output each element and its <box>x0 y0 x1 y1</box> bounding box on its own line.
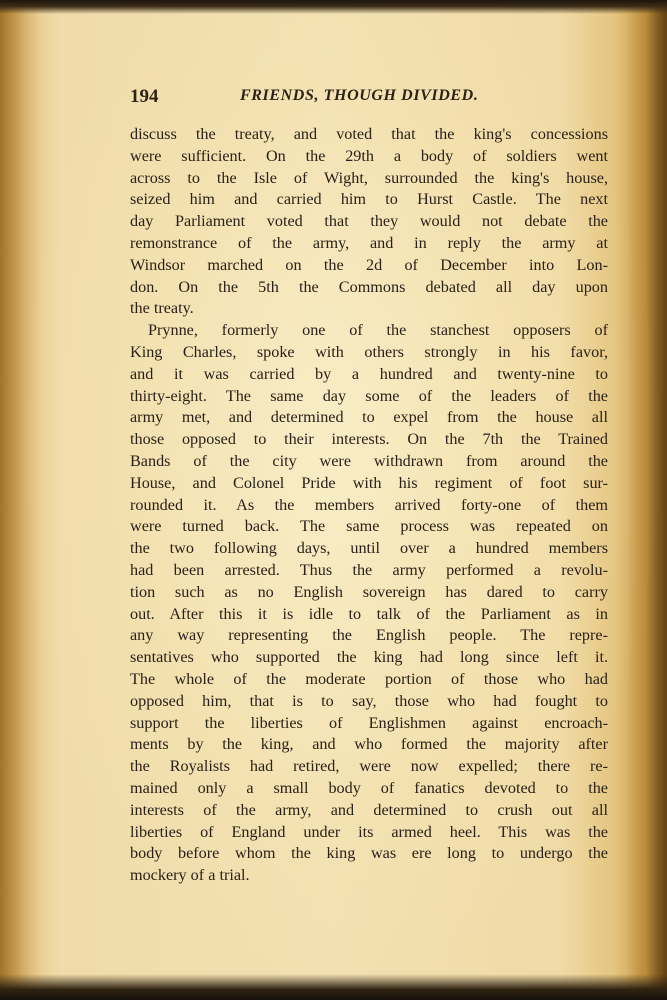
text-line: the treaty. <box>130 299 194 318</box>
text-line: army met, and determined to expel from the house all <box>130 408 608 427</box>
page-number: 194 <box>130 86 159 107</box>
paragraph <box>130 124 608 320</box>
text-line: any way representing the English people. The repre- <box>130 626 608 645</box>
text-line: remonstrance of the army, and in reply the army at <box>130 233 608 252</box>
page-bottom-edge <box>0 974 667 1000</box>
text-line: The whole of the moderate portion of those who had <box>130 669 608 688</box>
text-line: sentatives who supported the king had long since left it. <box>130 648 608 667</box>
text-line: Bands of the city were withdrawn from around the <box>130 451 608 470</box>
text-line: and it was carried by a hundred and twenty-nine to <box>130 364 608 383</box>
text-line: Prynne, formerly one of the stanchest opposers of <box>148 321 608 340</box>
text-line: were sufficient. On the 29th a body of soldiers went <box>130 146 608 165</box>
text-line: discuss the treaty, and voted that the king's concessions <box>130 125 608 143</box>
running-head: FRIENDS, THOUGH DIVIDED. <box>240 87 479 104</box>
page-top-edge <box>0 0 667 14</box>
page-gutter-shading <box>0 0 42 1000</box>
text-line: don. On the 5th the Commons debated all day upon <box>130 277 608 296</box>
text-line: out. After this it is idle to talk of the Parliament as in <box>130 604 608 623</box>
text-line: support the liberties of Englishmen against encroach- <box>130 713 608 732</box>
text-line: House, and Colonel Pride with his regiment of foot sur- <box>130 473 608 492</box>
text-line: tion such as no English sovereign has dared to carry <box>130 582 608 601</box>
text-line: day Parliament voted that they would not debate the <box>130 212 608 231</box>
paragraph <box>130 320 608 887</box>
text-line: interests of the army, and determined to crush out all <box>130 800 608 819</box>
text-line: King Charles, spoke with others strongly in his favor, <box>130 342 608 361</box>
text-line: those opposed to their interests. On the 7th the Trained <box>130 430 608 449</box>
text-line: rounded it. As the members arrived forty-one of them <box>130 495 608 514</box>
text-line: across to the Isle of Wight, surrounded the king's house, <box>130 168 608 187</box>
text-line: opposed him, that is to say, those who had fought to <box>130 691 608 710</box>
text-line: seized him and carried him to Hurst Castle. The next <box>130 190 608 209</box>
page-header <box>130 86 600 112</box>
text-line: the two following days, until over a hundred members <box>130 539 608 558</box>
text-line: thirty-eight. The same day some of the leaders of the <box>130 386 608 405</box>
text-line: were turned back. The same process was repeated on <box>130 517 608 536</box>
page-edge-shading <box>627 0 667 1000</box>
body-text <box>130 124 608 887</box>
text-line: Windsor marched on the 2d of December into Lon- <box>130 255 608 274</box>
text-line: had been arrested. Thus the army performed a revolu- <box>130 560 608 579</box>
text-line: ments by the king, and who formed the majority after <box>130 735 608 754</box>
text-line: mockery of a trial. <box>130 866 250 885</box>
text-line: mained only a small body of fanatics devoted to the <box>130 778 608 797</box>
text-line: liberties of England under its armed heel. This was the <box>130 822 608 841</box>
text-line: the Royalists had retired, were now expelled; there re- <box>130 757 608 776</box>
text-line: body before whom the king was ere long to undergo the <box>130 844 608 863</box>
